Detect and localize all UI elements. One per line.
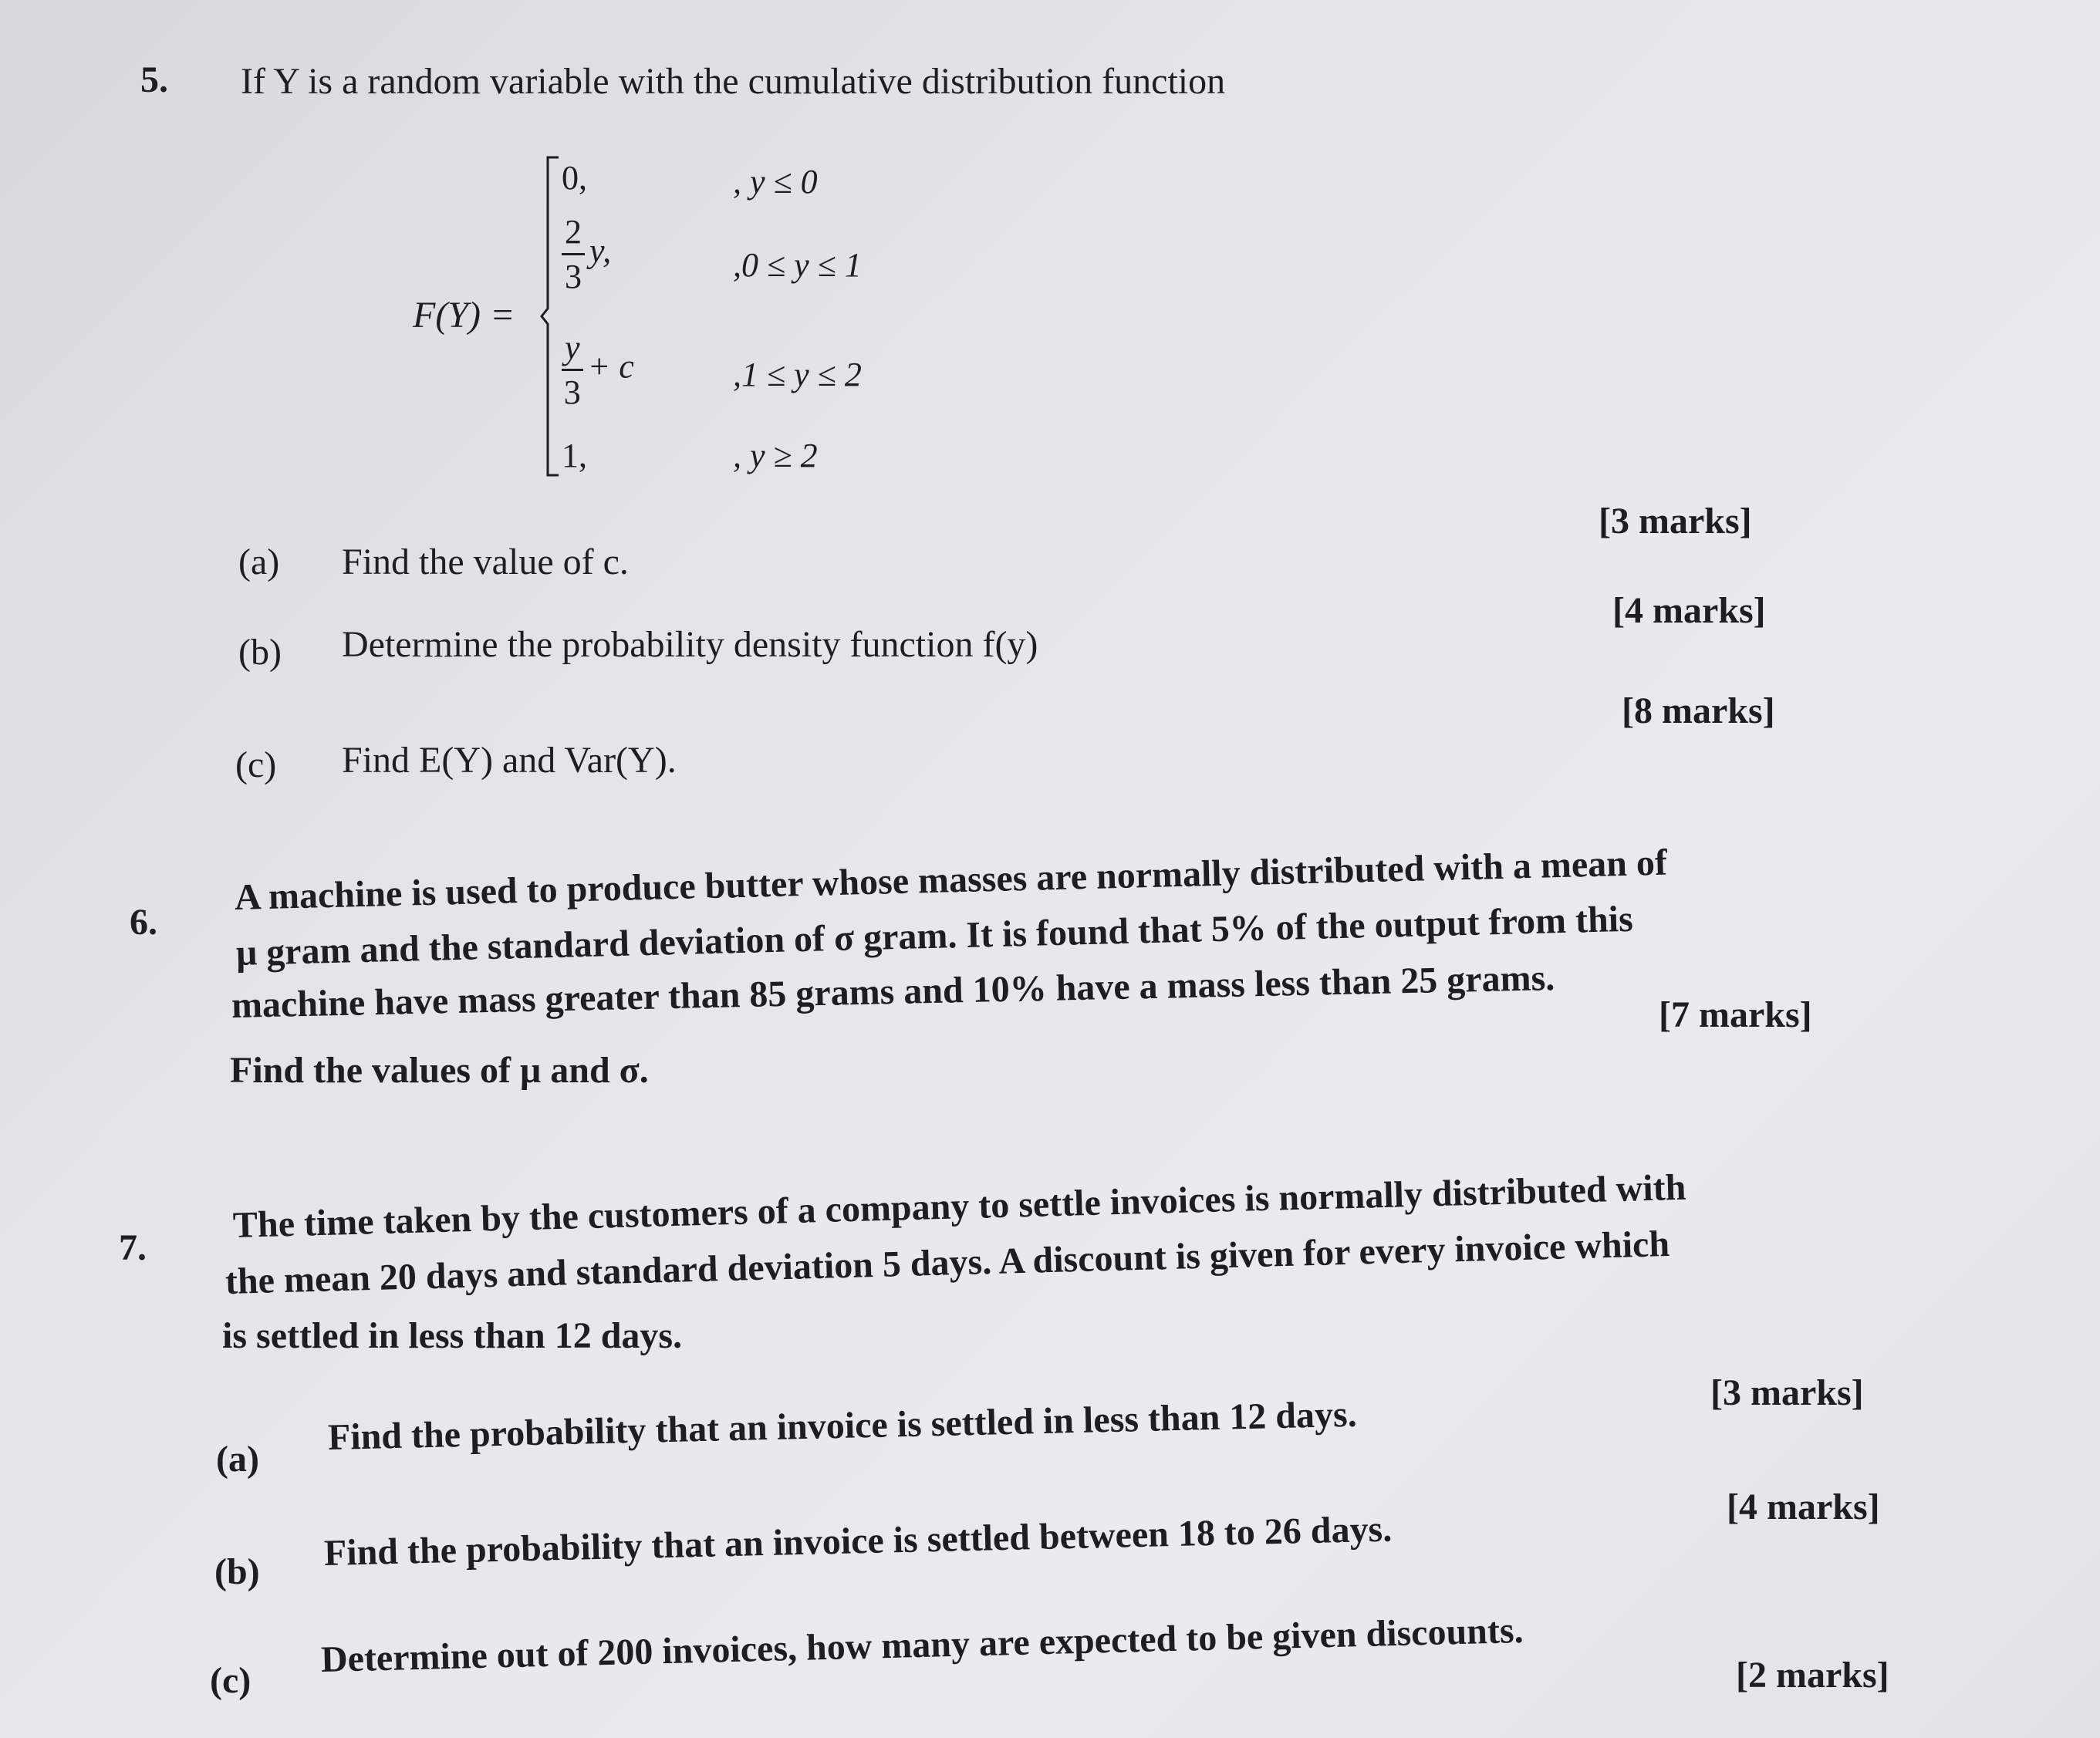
q5-intro: If Y is a random variable with the cumulative distribution function xyxy=(241,61,1226,102)
q7a-marks: [3 marks] xyxy=(1710,1372,1864,1413)
case-2-cond: ,0 ≤ y ≤ 1 xyxy=(733,246,862,284)
q7-line-3: is settled in less than 12 days. xyxy=(222,1315,683,1356)
case-1-cond: , y ≤ 0 xyxy=(733,163,818,201)
q6-line-4: Find the values of μ and σ. xyxy=(230,1050,649,1091)
cdf-label: F(Y) = xyxy=(413,295,515,336)
q7-number: 7. xyxy=(119,1227,147,1268)
q7-line-1: The time taken by the customers of a company to settle invoices is normally distributed with xyxy=(232,1166,1686,1246)
q5a-label: (a) xyxy=(238,542,280,582)
case-2-den: 3 xyxy=(565,258,582,295)
q6-line-1: A machine is used to produce butter whose masses are normally distributed with a mean of xyxy=(234,842,1668,918)
cases-brace xyxy=(540,154,563,478)
case-3-num: y xyxy=(562,328,583,371)
case-3-after: + c xyxy=(587,347,634,386)
case-2-expr xyxy=(562,212,611,296)
case-3-expr xyxy=(562,328,634,412)
q7-line-2: the mean 20 days and standard deviation 5 days. A discount is given for every invoice which xyxy=(225,1223,1670,1302)
q5a-marks: [3 marks] xyxy=(1599,501,1752,542)
case-2-after: y, xyxy=(589,231,612,270)
q7b-text: Find the probability that an invoice is settled between 18 to 26 days. xyxy=(323,1508,1393,1574)
q5-number: 5. xyxy=(140,59,168,100)
q5a-text: Find the value of c. xyxy=(342,542,629,582)
case-4-cond: , y ≥ 2 xyxy=(733,437,818,474)
q7b-marks: [4 marks] xyxy=(1727,1487,1880,1527)
q5b-marks: [4 marks] xyxy=(1612,590,1766,631)
q7b-label: (b) xyxy=(214,1551,260,1592)
case-1-expr: 0, xyxy=(562,159,587,197)
q7a-text: Find the probability that an invoice is settled in less than 12 days. xyxy=(327,1393,1358,1458)
q6-line-2: μ gram and the standard deviation of σ gram. It is found that 5% of the output from this xyxy=(235,898,1634,974)
q7a-label: (a) xyxy=(216,1439,259,1480)
q6-marks: [7 marks] xyxy=(1659,994,1812,1035)
q5c-text: Find E(Y) and Var(Y). xyxy=(342,740,677,781)
q5c-label: (c) xyxy=(235,744,277,785)
q5b-label: (b) xyxy=(238,632,282,673)
q7c-text: Determine out of 200 invoices, how many are expected to be given discounts. xyxy=(320,1609,1524,1680)
q5b-text: Determine the probability density function f(y) xyxy=(342,624,1038,665)
q5c-marks: [8 marks] xyxy=(1622,690,1775,731)
q6-number: 6. xyxy=(130,902,157,943)
case-2-num: 2 xyxy=(562,212,585,255)
q6-line-3: machine have mass greater than 85 grams and 10% have a mass less than 25 grams. xyxy=(231,957,1555,1026)
case-3-den: 3 xyxy=(563,373,581,411)
q7c-marks: [2 marks] xyxy=(1736,1655,1889,1696)
q7c-label: (c) xyxy=(210,1660,252,1701)
case-4-expr: 1, xyxy=(562,437,587,474)
case-3-cond: ,1 ≤ y ≤ 2 xyxy=(733,356,862,393)
